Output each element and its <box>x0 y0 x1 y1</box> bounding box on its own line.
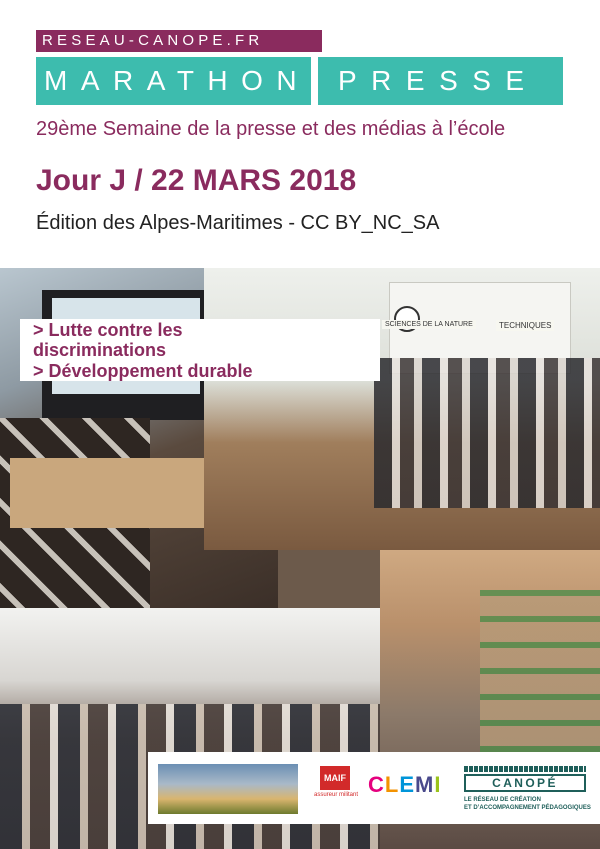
canope-caption-line: ET D’ACCOMPAGNEMENT PÉDAGOGIQUES <box>464 805 591 811</box>
topic-line: discriminations <box>33 340 167 360</box>
clemi-letter: E <box>399 772 416 797</box>
canope-caption <box>464 796 591 812</box>
techniques-sign: TECHNIQUES <box>496 320 554 331</box>
canope-caption-line: LE RÉSEAU DE CRÉATION <box>464 797 541 803</box>
edition-line: Édition des Alpes-Maritimes - CC BY_NC_SA <box>36 212 440 234</box>
event-subtitle: 29ème Semaine de la presse et des médias à l’école <box>36 118 506 140</box>
clemi-letter: L <box>384 772 400 797</box>
maif-logo[interactable]: MAIF <box>320 766 350 790</box>
masthead-marathon: MARATHON <box>36 57 311 105</box>
canope-logo[interactable]: CANOPÉ <box>464 774 586 792</box>
topic-line: > Développement durable <box>33 361 253 381</box>
topics-box <box>20 319 380 381</box>
landscape-logo[interactable] <box>158 764 298 814</box>
clemi-letter: C <box>368 772 385 797</box>
science-sign: SCIENCES DE LA NATURE <box>382 320 476 329</box>
students-group-shape <box>374 358 600 508</box>
clemi-letter: I <box>434 772 442 797</box>
maif-tagline: assureur militant <box>314 792 359 798</box>
photo-students-classroom <box>204 268 600 550</box>
canope-pattern <box>464 766 586 772</box>
masthead-presse: PRESSE <box>318 57 563 105</box>
clemi-letter: M <box>415 772 435 797</box>
topic-line: > Lutte contre les <box>33 320 183 340</box>
clemi-logo[interactable] <box>368 772 441 798</box>
site-tag[interactable]: RESEAU-CANOPE.FR <box>36 30 322 52</box>
page-title: Jour J / 22 MARS 2018 <box>36 164 357 197</box>
partner-logos <box>148 752 600 824</box>
